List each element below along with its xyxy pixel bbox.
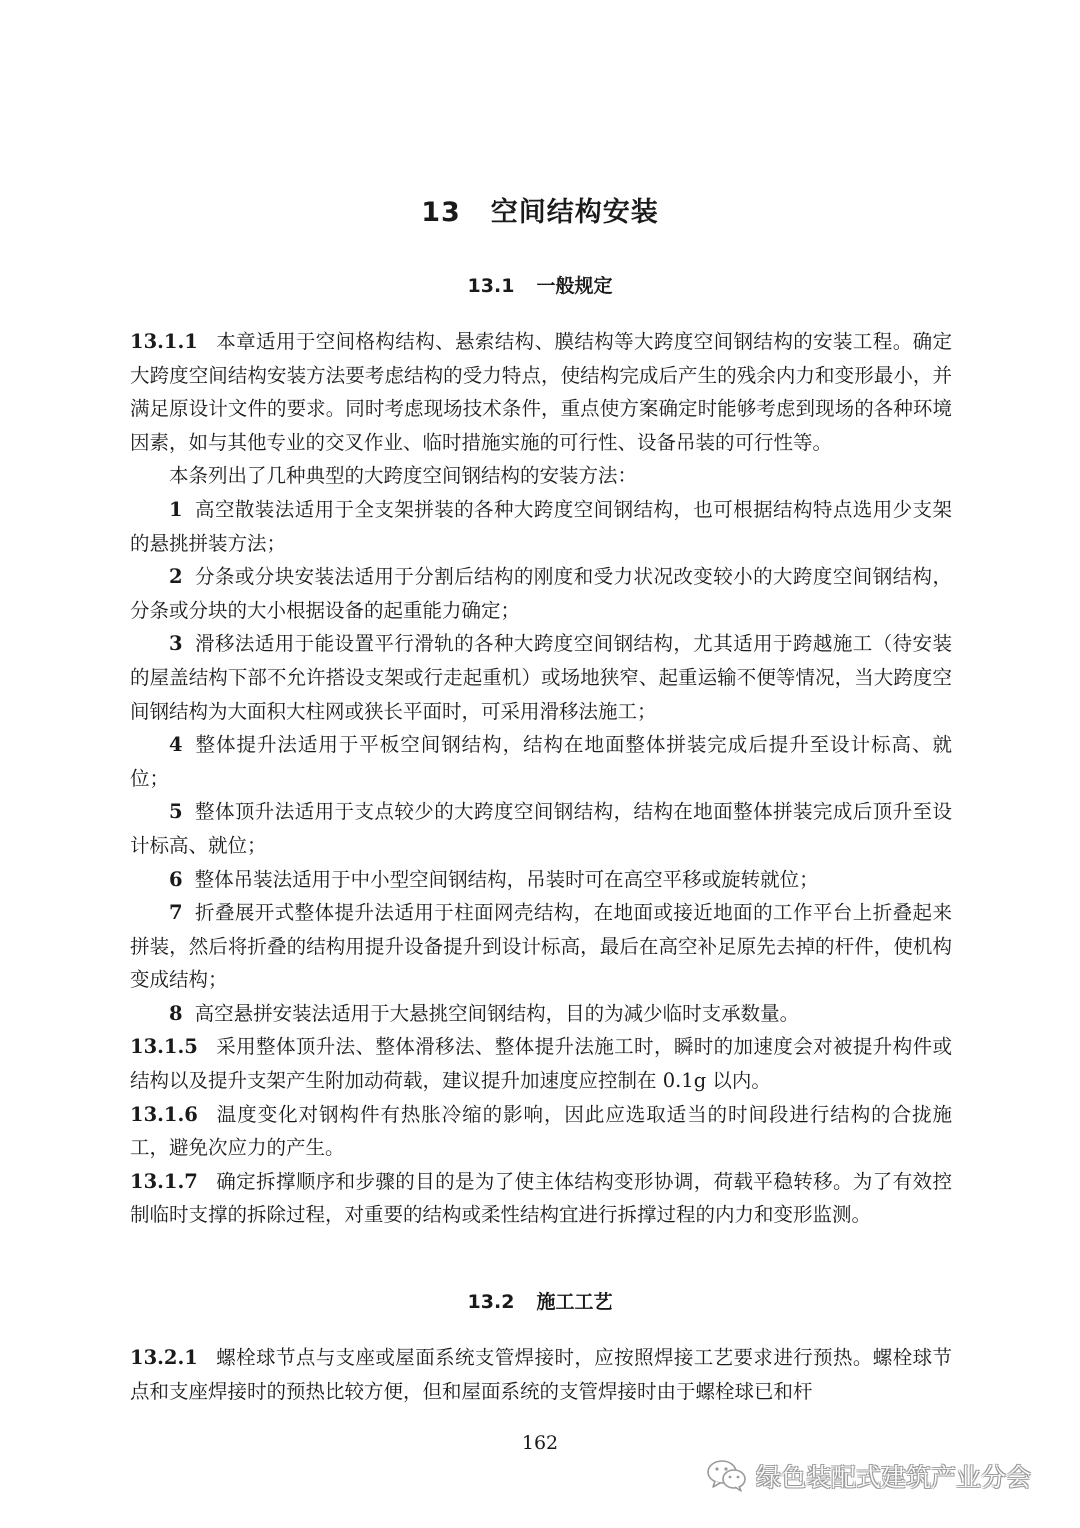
item-text: 分条或分块安装法适用于分割后结构的刚度和受力状况改变较小的大跨度空间钢结构，分条或分块的大小根据设备的起重能力确定； (130, 565, 952, 622)
section-title-text: 施工工艺 (536, 1291, 613, 1313)
chapter-number: 13 (421, 197, 461, 228)
clause-number: 13.2.1 (130, 1346, 198, 1369)
item-text: 整体吊装法适用于中小型空间钢结构，吊装时可在高空平移或旋转就位； (194, 867, 819, 891)
paragraph-text: 本条列出了几种典型的大跨度空间钢结构的安装方法： (169, 464, 638, 488)
chapter-title (0, 190, 1080, 229)
section-title-13-2 (0, 1287, 1080, 1314)
clause-number: 13.1.5 (130, 1035, 198, 1059)
clause-number: 13.1.6 (130, 1102, 198, 1126)
method-item-4 (130, 728, 952, 795)
methods-intro (130, 459, 952, 493)
clause-text: 确定拆撑顺序和步骤的目的是为了使主体结构变形协调，荷载平稳转移。为了有效控制临时支撑的拆除过程，对重要的结构或柔性结构宜进行拆撑过程的内力和变形监测。 (130, 1169, 952, 1227)
clause-number: 13.1.1 (130, 330, 198, 353)
chapter-title-text: 空间结构安装 (490, 197, 659, 228)
item-text: 整体顶升法适用于支点较少的大跨度空间钢结构，结构在地面整体拼装完成后顶升至设计标高、就位； (130, 800, 952, 857)
method-item-3 (130, 627, 952, 728)
clause-text: 采用整体顶升法、整体滑移法、整体提升法施工时，瞬时的加速度会对被提升构件或结构以及提升支架产生附加动荷载，建议提升加速度应控制在 0.1g 以内。 (130, 1035, 952, 1093)
method-item-1 (130, 493, 952, 560)
item-number: 2 (169, 565, 183, 589)
item-text: 高空悬拼安装法适用于大悬挑空间钢结构，目的为减少临时支承数量。 (194, 1001, 800, 1025)
watermark-text: 绿色装配式建筑产业分会 (756, 1463, 1032, 1492)
section-number: 13.1 (467, 275, 515, 297)
clause-number: 13.1.7 (130, 1169, 198, 1193)
clause-13-1-5 (130, 1030, 952, 1097)
item-number: 6 (169, 867, 183, 891)
item-number: 4 (169, 733, 183, 757)
item-text: 整体提升法适用于平板空间钢结构，结构在地面整体拼装完成后提升至设计标高、就位； (130, 733, 952, 790)
clause-text: 螺栓球节点与支座或屋面系统支管焊接时，应按照焊接工艺要求进行预热。螺栓球节点和支座焊接时的预热比较方便，但和屋面系统的支管焊接时由于螺栓球已和杆 (130, 1346, 952, 1403)
clause-13-1-7 (130, 1165, 952, 1232)
method-item-7 (130, 896, 952, 997)
section-13-2-body (130, 1341, 952, 1408)
item-number: 7 (169, 901, 183, 925)
clause-13-2-1 (130, 1341, 952, 1408)
clause-text: 温度变化对钢构件有热胀冷缩的影响，因此应选取适当的时间段进行结构的合拢施工，避免次应力的产生。 (130, 1102, 952, 1160)
method-item-6 (130, 863, 952, 897)
item-text: 高空散装法适用于全支架拼装的各种大跨度空间钢结构，也可根据结构特点选用少支架的悬挑拼装方法； (130, 497, 952, 555)
item-number: 8 (169, 1001, 183, 1025)
item-number: 3 (169, 632, 183, 656)
clause-13-1-1 (130, 325, 952, 459)
clause-text: 本章适用于空间格构结构、悬索结构、膜结构等大跨度空间钢结构的安装工程。确定大跨度空间结构安装方法要考虑结构的受力特点，使结构完成后产生的残余内力和变形最小，并满足原设计文件的要求。同时考虑现场技术条件，重点使方案确定时能够考虑到现场的各种环境因素，如与其他专业的交叉作业、临时措施实施的可行性、设备吊装的可行性等。 (130, 330, 952, 454)
section-13-1-body (130, 325, 952, 1232)
item-number: 5 (169, 800, 183, 824)
method-item-2 (130, 560, 952, 627)
item-number: 1 (169, 497, 183, 521)
item-text: 滑移法适用于能设置平行滑轨的各种大跨度空间钢结构，尤其适用于跨越施工（待安装的屋盖结构下部不允许搭设支架或行走起重机）或场地狭窄、起重运输不便等情况，当大跨度空间钢结构为大面积大柱网或狭长平面时，可采用滑移法施工； (130, 632, 952, 723)
watermark (706, 1458, 1031, 1494)
clause-13-1-6 (130, 1098, 952, 1165)
item-text: 折叠展开式整体提升法适用于柱面网壳结构，在地面或接近地面的工作平台上折叠起来拼装，然后将折叠的结构用提升设备提升到设计标高，最后在高空补足原先去掉的杆件，使机构变成结构； (130, 901, 952, 992)
method-item-5 (130, 795, 952, 862)
section-number: 13.2 (467, 1291, 515, 1313)
section-title-text: 一般规定 (536, 275, 613, 297)
method-item-8 (130, 997, 952, 1031)
page-number: 162 (521, 1432, 559, 1454)
wechat-icon (706, 1459, 748, 1493)
section-title-13-1 (0, 271, 1080, 298)
